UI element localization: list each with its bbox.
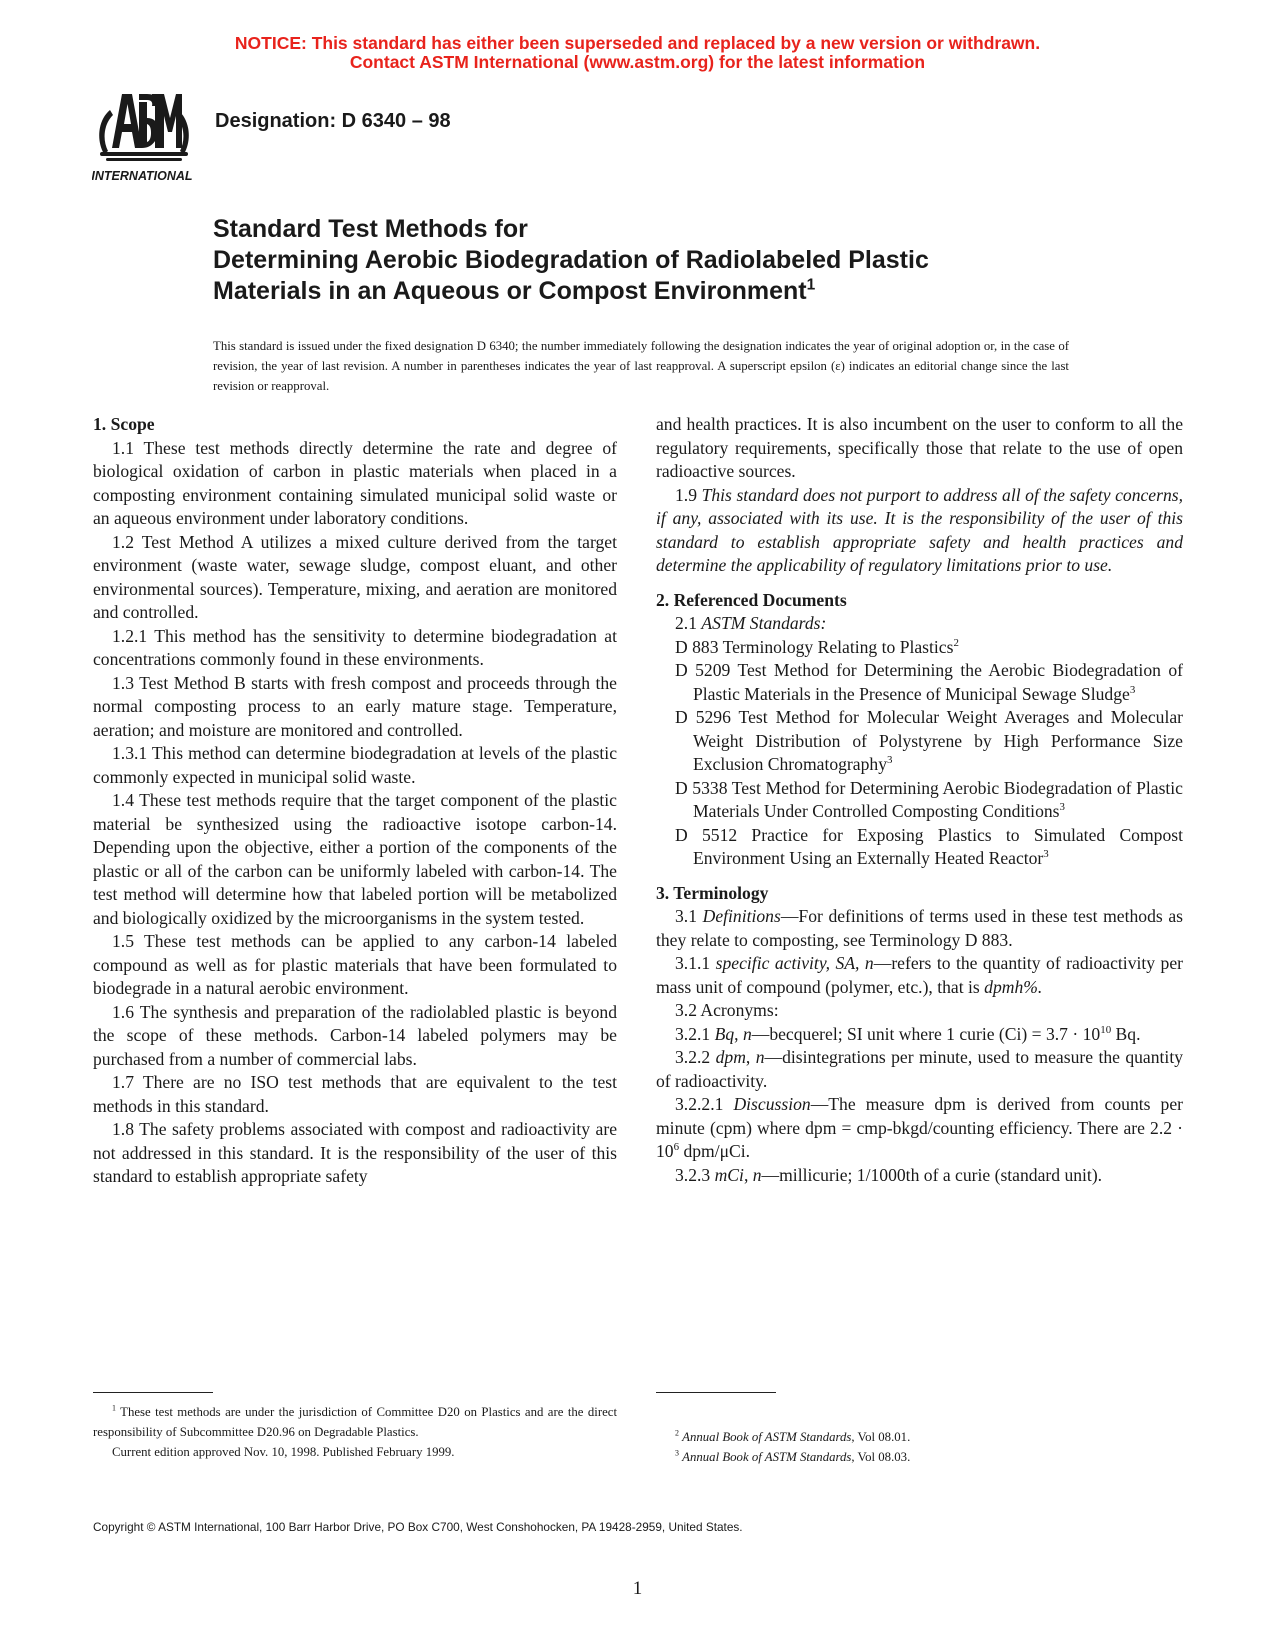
para-1-3-1: 1.3.1 This method can determine biodegradation at levels of the plastic commonly expected in municipal solid waste. <box>93 743 617 787</box>
footnote-3: $^3$ Annual Book of ASTM Standards, Vol 08.03. <box>675 1448 911 1464</box>
title-line-2: Determining Aerobic Biodegradation of Radiolabeled Plastic <box>213 246 929 274</box>
para-3-1: 3.1 Definitions—For definitions of terms used in these test methods as they relate to composting, see Terminology D 883. <box>656 906 1183 950</box>
para-1-6: 1.6 The synthesis and preparation of the radiolabled plastic is beyond the scope of these methods. Carbon-14 labeled polymers may be purchased from a number of commercial labs. <box>93 1001 617 1069</box>
para-1-8: 1.8 The safety problems associated with compost and radioactivity are not addressed in this standard. It is the responsibility of the user of this standard to establish appropriate safety <box>93 1119 617 1186</box>
section-heading-referenced: 2. Referenced Documents <box>656 589 847 610</box>
footnote-2: $^2$ Annual Book of ASTM Standards, Vol 08.01. <box>675 1428 911 1444</box>
para-1-4: 1.4 These test methods require that the target component of the plastic material be synthesized using the radioactive isotope carbon-14. Depending upon the objective, either a portion of the components of the plastic or all of the carbon can be uniformly labeled with carbon-14. The test method will determine how that labeled portion will be metabolized and biologically oxidized by the microorganisms in the system tested. <box>93 790 617 928</box>
left-column <box>93 413 617 1189</box>
title-line-1: Standard Test Methods for <box>213 215 528 243</box>
supersession-notice <box>0 34 1275 72</box>
para-3-2-2-1: 3.2.2.1 Discussion—The measure dpm is derived from counts per minute (cpm) where dpm = cmp-bkgd/counting efficiency. There are $2.2 \cdot 10^6$ dpm/μCi. <box>656 1094 1183 1161</box>
ref-d883: D 883 Terminology Relating to Plastics$^2$ <box>675 636 959 657</box>
para-3-2: 3.2 Acronyms: <box>675 1000 779 1020</box>
para-1-1: 1.1 These test methods directly determine the rate and degree of biological oxidation of carbon in plastic materials when placed in a composting environment containing simulated municipal solid waste or an aqueous environment under laboratory conditions. <box>93 437 617 528</box>
astm-logo-mark <box>92 88 196 186</box>
para-2-1: 2.1 ASTM Standards: <box>675 613 827 633</box>
para-1-5: 1.5 These test methods can be applied to any carbon-14 labeled compound as well as for plastic materials that have been formulated to biodegrade in a natural aerobic environment. <box>93 931 617 998</box>
footnote-divider-right <box>656 1392 776 1393</box>
section-heading-scope: 1. Scope <box>93 414 155 434</box>
para-3-2-2: 3.2.2 dpm, n—disintegrations per minute, used to measure the quantity of radioactivity. <box>656 1047 1184 1091</box>
footnote-1-edition: Current edition approved Nov. 10, 1998. Published February 1999. <box>112 1445 455 1459</box>
designation: Designation: D 6340 – 98 <box>215 110 451 132</box>
ref-d5338: D 5338 Test Method for Determining Aerobic Biodegradation of Plastic Materials Under Controlled Composting Conditions$^3$ <box>675 777 1183 821</box>
notice-line-1: NOTICE: This standard has either been superseded and replaced by a new version or withdrawn. <box>234 33 1041 53</box>
page-number: 1 <box>632 1578 643 1599</box>
safety-caveat: This standard does not purport to address all of the safety concerns, if any, associated with its use. It is the responsibility of the user of this standard to establish appropriate safety and health practices and determine the applicability of regulatory limitations prior to use. <box>656 484 1183 575</box>
ref-d5296: D 5296 Test Method for Molecular Weight Averages and Molecular Weight Distribution of Polystyrene by High Performance Size Exclusion Chromatography$^3$ <box>675 707 1183 774</box>
para-1-8-continued: and health practices. It is also incumbent on the user to conform to all the regulatory requirements, specifically those that relate to the use of open radioactive sources. <box>656 414 1183 481</box>
title-footnote-mark: 1 <box>806 276 816 294</box>
right-column <box>656 413 1183 1187</box>
para-3-1-1: 3.1.1 specific activity, SA, n—refers to the quantity of radioactivity per mass unit of compound (polymer, etc.), that is dpmh%. <box>656 953 1183 997</box>
para-1-2: 1.2 Test Method A utilizes a mixed culture derived from the target environment (waste water, sewage sludge, compost eluant, and other environmental sources). Temperature, mixing, and aeration are monitored and controlled. <box>93 531 617 622</box>
section-heading-terminology: 3. Terminology <box>656 882 769 903</box>
para-3-2-1: 3.2.1 Bq, n—becquerel; SI unit where 1 curie $(Ci) = 3.7 \cdot 10^{10}$ Bq. <box>675 1023 1141 1044</box>
notice-line-2: Contact ASTM International (www.astm.org) for the latest information <box>349 52 926 72</box>
logo-wordmark: INTERNATIONAL <box>92 169 193 183</box>
footnotes-right <box>656 1427 1183 1467</box>
issuance-note: This standard is issued under the fixed designation D 6340; the number immediately following the designation indicates the year of original adoption or, in the case of revision, the year of last revision. A number in parentheses indicates the year of last reapproval. A superscript epsilon (ε) indicates an editorial change since the last revision or reapproval. <box>213 339 1069 393</box>
ref-d5209: D 5209 Test Method for Determining the Aerobic Biodegradation of Plastic Materials in the Presence of Municipal Sewage Sludge$^3$ <box>675 660 1183 704</box>
astm-logo <box>92 88 196 186</box>
para-1-3: 1.3 Test Method B starts with fresh compost and proceeds through the normal composting process to an early mature stage. Temperature, aeration; and moisture are monitored and controlled. <box>93 672 617 740</box>
para-3-2-3: 3.2.3 mCi, n—millicurie; 1/1000th of a curie (standard unit). <box>675 1164 1103 1185</box>
para-1-2-1: 1.2.1 This method has the sensitivity to determine biodegradation at concentrations commonly found in these environments. <box>93 625 617 669</box>
standard-title <box>213 214 1113 307</box>
title-line-3: Materials in an Aqueous or Compost Environment <box>213 277 807 305</box>
footnote-1: $^1$ These test methods are under the jurisdiction of Committee D20 on Plastics and are the direct responsibility of Subcommittee D20.96 on Degradable Plastics. <box>93 1403 617 1439</box>
para-1-9: 1.9 This standard does not purport to address all of the safety concerns, if any, associated with its use. It is the responsibility of the user of this standard to establish appropriate safety and health practices and determine the applicability of regulatory limitations prior to use. <box>656 484 1183 575</box>
copyright-line: Copyright © ASTM International, 100 Barr Harbor Drive, PO Box C700, West Conshohocken, PA 19428-2959, United States. <box>93 1520 743 1534</box>
para-1-7: 1.7 There are no ISO test methods that are equivalent to the test methods in this standard. <box>93 1072 617 1116</box>
ref-d5512: D 5512 Practice for Exposing Plastics to Simulated Compost Environment Using an Externally Heated Reactor$^3$ <box>675 824 1183 868</box>
footnotes-left <box>93 1402 617 1462</box>
footnote-divider-left <box>93 1392 213 1393</box>
